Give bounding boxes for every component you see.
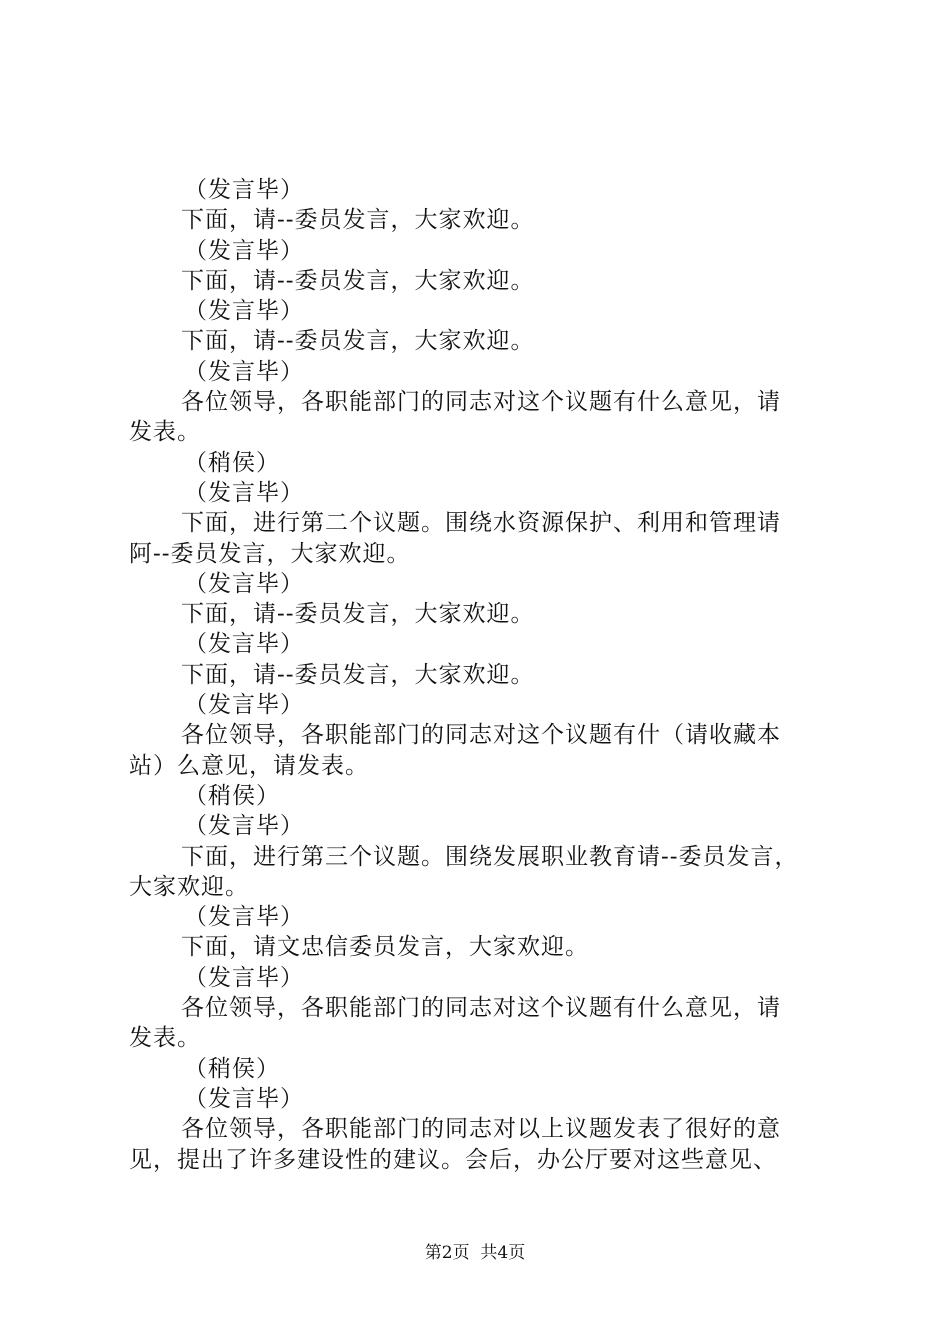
paragraph-line: （发言毕） [184,813,304,840]
paragraph-line: （稍侯） [184,1055,280,1082]
paragraph-line: 下面，请--委员发言，大家欢迎。 [181,601,535,628]
paragraph-line: 大家欢迎。 [129,873,249,900]
paragraph-line: 发表。 [129,419,201,446]
paragraph-line: （发言毕） [184,570,304,597]
paragraph-line: （稍侯） [184,782,280,809]
paragraph-line: （稍侯） [184,449,280,476]
paragraph-line: 站）么意见，请发表。 [129,752,369,779]
paragraph-line: 下面，请--委员发言，大家欢迎。 [181,328,535,355]
paragraph-line: 各位领导，各职能部门的同志对这个议题有什（请收藏本 [181,722,781,749]
paragraph-line: 下面，请--委员发言，大家欢迎。 [181,267,535,294]
paragraph-line: （发言毕） [184,479,304,506]
paragraph-line: 下面，请--委员发言，大家欢迎。 [181,661,535,688]
paragraph-line: （发言毕） [184,904,304,931]
page-footer: 第2页 共4页 [424,1243,526,1263]
paragraph-line: 发表。 [129,1025,201,1052]
paragraph-line: （发言毕） [184,237,304,264]
paragraph-line: 各位领导，各职能部门的同志对这个议题有什么意见，请 [181,995,781,1022]
paragraph-line: （发言毕） [184,298,304,325]
document-body [129,175,834,1175]
paragraph-line: （发言毕） [184,692,304,719]
paragraph-line: 下面，请文忠信委员发言，大家欢迎。 [181,934,589,961]
paragraph-line: （发言毕） [184,964,304,991]
paragraph-line: （发言毕） [184,631,304,658]
paragraph-line: 各位领导，各职能部门的同志对这个议题有什么意见，请 [181,389,781,416]
paragraph-line: 见，提出了许多建设性的建议。会后，办公厅要对这些意见、 [129,1146,777,1173]
paragraph-line: 各位领导，各职能部门的同志对以上议题发表了很好的意 [181,1116,781,1143]
paragraph-line: （发言毕） [184,1085,304,1112]
paragraph-line: 下面，进行第二个议题。围绕水资源保护、利用和管理请 [181,510,781,537]
paragraph-line: （发言毕） [184,358,304,385]
paragraph-line: 阿--委员发言，大家欢迎。 [129,540,411,567]
paragraph-line: 下面，请--委员发言，大家欢迎。 [181,207,535,234]
paragraph-line: 下面，进行第三个议题。围绕发展职业教育请--委员发言， [181,843,799,870]
paragraph-line: （发言毕） [184,177,304,203]
